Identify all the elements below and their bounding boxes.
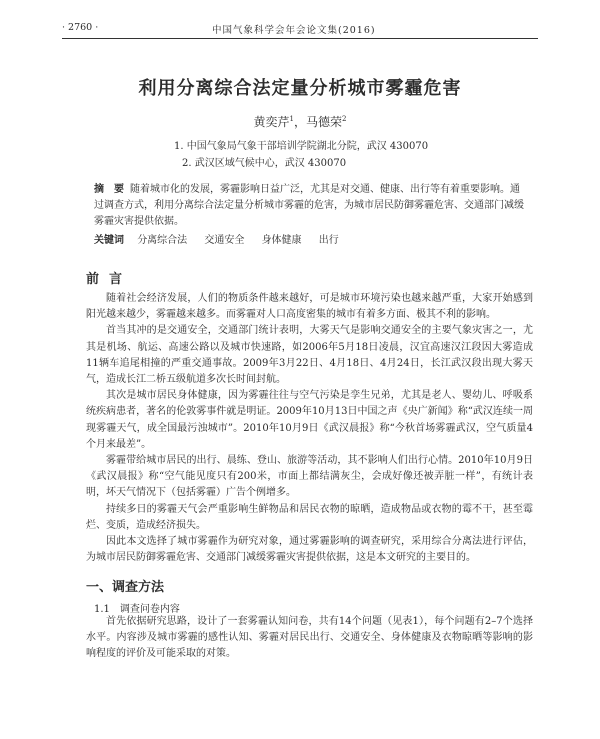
author-name: 马德荣 <box>306 115 343 129</box>
paragraph: 随着社会经济发展，人们的物质条件越来越好，可是城市环境污染也越来越严重，大家开始感到阳光越来越少，雾霾越来越多。而雾霾对人口高度密集的城市有着多方面、极其不利的影响。 <box>86 293 533 321</box>
abstract-label: 摘 要 <box>94 184 124 195</box>
abstract <box>94 182 526 230</box>
journal-name: 中国气象科学会年会论文集(2016) <box>212 25 376 36</box>
section-heading-methods: 一、调查方法 <box>86 580 165 595</box>
keywords-label: 关键词 <box>94 235 124 246</box>
methods-body <box>86 614 533 663</box>
section-heading-preface: 前言 <box>86 272 133 287</box>
affiliation: 1. 中国气象局气象干部培训学院湖北分院，武汉 430070 <box>174 141 429 152</box>
paragraph: 首先依据研究思路，设计了一套雾霾认知问卷，共有14个问题（见表1），每个问题有2–7个选择水平。内容涉及城市雾霾的感性认知、雾霾对居民出行、交通安全、身体健康及衣物晾晒等影响的影响程度的评价及可能采取的对策。 <box>86 616 533 660</box>
preface-body <box>86 291 533 566</box>
running-header <box>62 20 538 39</box>
abstract-text: 随着城市化的发展，雾霾影响日益广泛，尤其是对交通、健康、出行等有着重要影响。通过调查方式，利用分离综合法定量分析城市雾霾的危害，为城市居民防御雾霾危害、交通部门减缓雾霾灾害提供依据。 <box>94 184 524 227</box>
paragraph: 雾霾带给城市居民的出行、晨练、登山、旅游等活动，其不影响人们出行心情。2010年10月9日《武汉晨报》称“空气能见度只有200米，市面上都结满灰尘，会成好像还被弄脏一样”，有统计表明，坏天气情况下（包括雾霾）广告个例增多。 <box>86 455 533 499</box>
subsection-heading: 1.1 调查问卷内容 <box>94 604 180 615</box>
affiliation: 2. 武汉区域气候中心，武汉 430070 <box>182 158 347 169</box>
paper-title: 利用分离综合法定量分析城市雾霾危害 <box>138 78 462 99</box>
paragraph: 因此本文选择了城市雾霾作为研究对象，通过雾霾影响的调查研究，采用综合分离法进行评估，为城市居民防御雾霾危害、交通部门减缓雾霾灾害提供依据，这是本文研究的主要目的。 <box>86 536 533 564</box>
author-name: 黄奕芹 <box>253 115 290 129</box>
paragraph: 首当其冲的是交通安全，交通部门统计表明，大雾天气是影响交通安全的主要气象灾害之一，尤其是机场、航运、高速公路以及城市快速路，如2006年5月18日凌晨，汉宜高速汉江段因大雾造成11辆车追尾相撞的严重交通事故。2009年3月22日、4月18日、4月24日，长江武汉段出现大雾天气，造成长江二桥五级航道多次长时间封航。 <box>86 325 533 386</box>
keyword: 出行 <box>318 235 339 246</box>
author-separator: ， <box>293 115 306 129</box>
author-affiliation-mark: 2 <box>342 115 347 123</box>
keyword: 身体健康 <box>261 235 302 246</box>
keyword: 交通安全 <box>204 235 245 246</box>
paragraph: 持续多日的雾霾天气会严重影响生鲜物品和居民衣物的晾晒，造成物品或衣物的霉不干，甚至霉烂、变质，造成经济损失。 <box>86 503 533 531</box>
author-affiliation-mark: 1 <box>289 115 294 123</box>
keyword: 分离综合法 <box>137 235 188 246</box>
paragraph: 其次是城市居民身体健康，因为雾霾往往与空气污染是孪生兄弟，尤其是老人、婴幼儿、呼吸系统疾病患者，著名的伦敦雾事件就是明证。2009年10月13日中国之声《央广新闻》称“武汉连续一周现雾霾天气，成全国最污浊城市”。2010年10月9日《武汉晨报》称“今秋首场雾霾武汉，空气质量4个月来最差”。 <box>86 390 533 450</box>
keywords <box>94 231 353 246</box>
author-line <box>0 113 600 130</box>
page-number: · 2760 · <box>62 22 99 33</box>
